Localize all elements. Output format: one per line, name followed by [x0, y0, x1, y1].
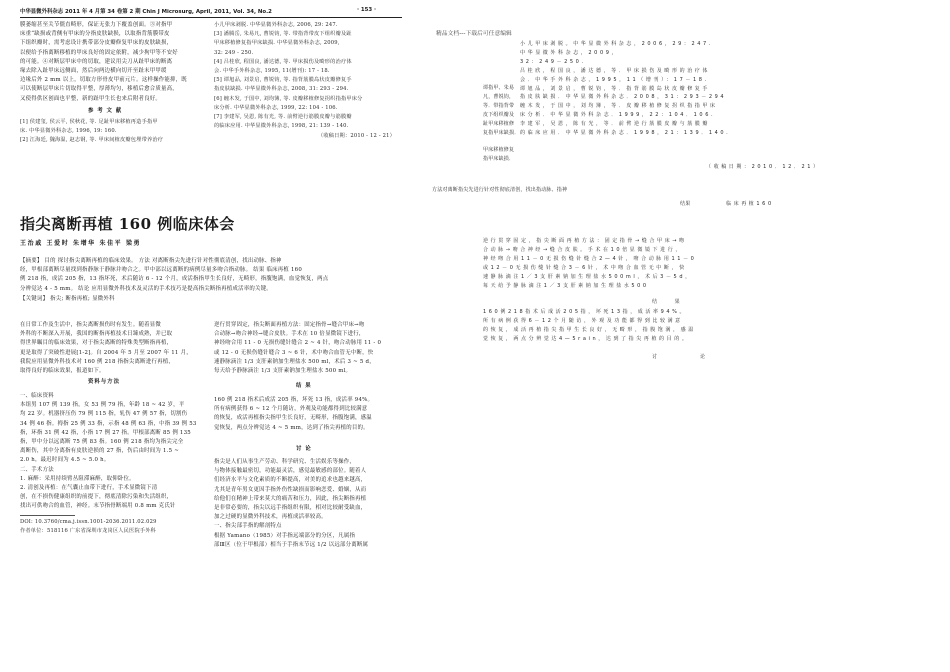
text-line: 160 例 218 指术后成活 205 指，坏死 13 指，成活率 94%。	[214, 397, 374, 403]
extracted-line: 每天给予静脉滴注1／3支肝素钠加生理盐水500	[483, 282, 649, 289]
extracted-line: 中华显微外科杂志，2009，	[520, 49, 620, 56]
extracted-references	[520, 40, 730, 138]
reference-line: 床. 中华显微外科杂志, 1996, 19: 160.	[20, 128, 117, 135]
extracted-line: 160例218指术后成活205指，坏死13指，成活率94%。	[483, 309, 688, 315]
text-line: 给他们在精神上带来莫大的痛苦和压力，因此，指尖断指再植	[214, 495, 367, 502]
text-line: 每天给予静脉滴注 1/3 支肝素钠加生理盐水 500 ml。	[214, 368, 352, 375]
reference-line: 32: 249 - 250.	[214, 49, 254, 56]
top-left-paragraph	[20, 21, 187, 104]
extracted-line: 或12－0无损伤缝针缝合3－6针，术中吻合血管无中断，快	[483, 264, 687, 271]
text-line: 本组男 107 例 139 指，女 53 例 79 指，年龄 18 ~ 42 岁，平	[20, 402, 185, 409]
text-line: 下组织瓣时，需考虑设计携带部分皮瓣修复甲床的皮肤缺损，	[20, 40, 173, 47]
text-line: 一、临床资料	[20, 393, 54, 399]
authors: 王治戚 王爱时 朱增华 朱佳平 梁勇	[20, 240, 142, 247]
extracted-results-label: 结果	[680, 201, 691, 207]
extracted-methods-line: 方法对离断指尖先进行针对性彻底清创，找出指动脉、指神	[432, 187, 568, 193]
text-line: 的可能。④对断层甲床中的切取，建议用尖刀从趾甲床的断离	[20, 58, 173, 65]
text-line: 离断伤，其中分离指有皮肤逆损的 27 指，伤后由时间为 1.5 ~	[20, 448, 180, 455]
reference-line: 指皮肤缺损. 中华显微外科杂志, 2008, 31: 293 - 294.	[214, 86, 349, 93]
extracted-line: 李建军，吴恩，陈有光，等．前臂逆行筋膜皮瓣与筋膜瓣	[520, 121, 711, 128]
text-line: 神经吻合用 11 - 0 无损伤缝针缝合 2 ~ 4 针，吻合动脉用 11 - 0	[214, 340, 382, 347]
text-line: 逆行贯穿固定，指尖断面再植方法：固定指骨→缝合甲床→吻	[214, 322, 365, 328]
extracted-line: 合动脉→吻合神经→缝合皮肤。手术在10倍显微镜下进行，	[483, 246, 683, 253]
abstract-line: 分辨觉达 4 - 5 mm。 结论 应用显微外科技术及灵活的手术技巧是提高指尖断指再植成活率的关键。	[20, 285, 272, 292]
reference-line: [6] 缠木发, 于国中, 刘均簿, 等. 皮瓣移植修复拐织指指甲床分	[214, 95, 363, 102]
methods	[20, 392, 197, 512]
extracted-line: 神经吻合用11－0无损伤缝针缝合2—4针，吻合动脉用11－0	[483, 255, 697, 262]
text-line: 是非常必要的，指尖以远手指组织有限，相对比较耐受缺血，	[214, 505, 367, 512]
text-line: 合动脉→吻合神经→缝合皮肤。手术在 10 倍显微镜下进行，	[214, 331, 365, 338]
text-line: 1. 麻醉：采用持续臂丛阻滞麻醉，取仰卧位。	[20, 475, 135, 482]
text-line: 可以使断层甲床片切取得平整，厚薄均匀，移植后愈合质量高，	[20, 86, 178, 93]
journal-header: 中华显微外科杂志 2011 年 4 月第 34 卷第 2 期 Chin J Microsurg, April, 2011, Vol. 34, No.2	[20, 9, 272, 15]
text-line: 2. 清创及再植：在气囊止血带下进行，手术显微镜下清	[20, 485, 158, 492]
extracted-line: 甲床移植修复	[483, 147, 515, 153]
discussion-heading: 讨 论	[296, 446, 312, 452]
extracted-line: 复指甲床缺损．	[483, 129, 520, 136]
results	[214, 396, 373, 433]
extracted-results-heading: 结 果	[652, 299, 688, 305]
extracted-line: 谭旭品，刘景启，曹锐钧，等．指背筋膜岛状皮瓣修复手	[520, 85, 711, 92]
text-line: 所有病例获得 6 ~ 12 个月随访，外观及功能都得到比较满意	[214, 406, 368, 413]
reference-line: 甲床移植修复指甲床缺损. 中华显微外科杂志, 2009,	[214, 40, 340, 47]
reference-line: [5] 谭旭品, 刘景启, 曹锐钧, 等. 指背筋膜岛状皮瓣修复手	[214, 77, 352, 84]
extracted-line: 指皮肤缺损．中华显微外科杂志．2008，31：293－294	[520, 94, 727, 101]
text-line: 2.0 h，最迟时间为 4.5 ~ 5.0 h。	[20, 457, 110, 464]
reference-line: [2] 江海廷, 魏海温, 赵志钢, 等. 甲床间植皮瓣包埋带养治疗	[20, 137, 164, 144]
extracted-received-date: （收稿日期：2010．12．21）	[706, 164, 821, 170]
extracted-side-labels-2	[483, 146, 514, 164]
methods-continued	[214, 321, 381, 376]
extracted-line: 缠木发，于国中，刘均簿，等．皮瓣移植修复拐织指指甲床	[520, 103, 718, 110]
article-title: 指尖离断再植 160 例临床体会	[20, 215, 235, 233]
text-line: 外科的不断深入开展，我国的断指再植技术日臻成熟，并已取	[20, 331, 173, 338]
text-line: 速静脉滴注 1/3 支肝素钠加生理盐水 500 ml，术后 3 ~ 5 d，	[214, 358, 375, 365]
text-line: 二、手术方法	[20, 466, 54, 473]
text-line: 床重“缺损或背侧有甲床的分指皮肤缺损，以取指背筋膜带皮	[20, 31, 170, 38]
extracted-line: 谭指甲、朱易	[483, 85, 515, 91]
extracted-line: 所有病例获得6－12个月随访，外观及功能都得到比较满意	[483, 317, 683, 324]
text-line: 在日常工作及生活中，指尖离断损伤时有发生。随着显微	[20, 322, 162, 328]
text-line: 34 例 46 指。拇指 25 例 33 指，示指 48 例 63 指，中指 39 例 53	[20, 420, 197, 427]
page-number: · 153 ·	[357, 7, 377, 13]
extracted-results-value: 临床再植160	[726, 201, 774, 207]
footnote-rule	[20, 515, 75, 516]
text-line: 与物体接触最密切，功能最灵活，感觉最敏感的部位。随着人	[214, 468, 367, 475]
extracted-line: 趾甲床移植修	[483, 120, 515, 127]
extracted-line: 逆行贯穿固定，指尖断面再植方法：固定指骨→缝合甲床→吻	[483, 238, 687, 244]
text-line: 指，环指 31 例 42 指，小指 17 例 27 指。甲根部离断 85 例 135	[20, 429, 191, 436]
text-line: 创，在不损伤健康组织的前提下，彻底清除污染和失活组织，	[20, 494, 173, 501]
text-line: 尤其是青年男女更因手指外伤性缺损而影响恋爱、婚姻，从而	[214, 486, 367, 493]
extracted-side-labels	[483, 84, 519, 137]
extracted-line: 的临床应用．中华显微外科杂志．1998，21：139．140.	[520, 130, 731, 137]
text-line: 或 12 - 0 无损伤缝针缝合 3 ~ 6 针，术中吻合血管无中断，快	[214, 349, 374, 356]
results-heading: 结 果	[296, 383, 312, 389]
abstract	[20, 257, 328, 294]
text-line: 指，甲中分以远离断 75 例 83 指。160 例 218 指均为指尖完全	[20, 439, 184, 446]
extracted-discussion-label: 讨	[652, 354, 658, 360]
received-date: （收稿日期：2010 - 12 - 21）	[318, 133, 396, 139]
text-line: 更是取得了突破性进展[1-2]。自 2004 年 5 月至 2007 年 11 月，	[20, 349, 192, 356]
text-line: 边缘后外 2 mm 以上，切取方形骨皮甲前元片。这样操作能抑，既	[20, 77, 187, 84]
text-line: 觉恢复，两点分辨觉达 4 ~ 5 mm，达到了指尖再植的目的。	[214, 424, 369, 431]
reference-line: [3] 潘腾岳, 朱易凡, 曹锐钧, 等. 带指背带皮下组织瓣及趾	[214, 31, 352, 38]
references-middle	[214, 21, 363, 131]
text-line: 以便给予指离断移植的甲床良好的固定依附，减少拘甲等不安好	[20, 49, 178, 56]
reference-line: [4] 吕桂欣, 程国良, 潘达德, 等. 甲床损伤及畸形的治疗体	[214, 58, 352, 65]
references-left	[20, 118, 163, 146]
references-heading: 参 考 文 献	[88, 108, 123, 114]
text-line: 们经济水平与文化素质的不断提高，对美的追求也越来越高，	[214, 477, 367, 484]
extracted-line: 速静脉滴注1／3支肝素钠加生理盐水500ml，术后3－5d，	[483, 273, 693, 280]
discussion	[214, 458, 368, 550]
text-line: 取得良好的临床效果，报道如下。	[20, 368, 105, 375]
extracted-line: 指甲床缺损．	[483, 155, 515, 162]
extracted-line: 床分析．中华显微外科杂志．1999，22：104．106.	[520, 112, 716, 119]
extracted-line: 觉恢复，两点分辨觉达4—5rain，达到了指尖再植的目的。	[483, 335, 690, 342]
reference-line: [1] 侯建玺, 侯云平, 侯秋花, 等. 足趾甲床移植再造手指甲	[20, 119, 158, 125]
introduction	[20, 321, 192, 376]
extracted-line: 吕桂欣，程国良，潘达德，等．甲床损伤及畸形的治疗体	[520, 67, 711, 74]
methods-heading: 资料与方法	[88, 379, 120, 385]
extracted-line: 皮下组织瓣及	[483, 111, 515, 118]
header-rule	[20, 17, 402, 18]
reference-line: 的临床应用. 中华显微外科杂志, 1998, 21: 139 - 140.	[214, 123, 349, 130]
doi: DOI: 10.3760/cma.j.issn.1001-2036.2011.02.029	[20, 519, 157, 525]
text-line: 又使得供区创面也平整，新的趾甲生长也来后附者良好。	[20, 95, 162, 102]
extracted-line: 凡，曹锐钧，	[483, 93, 515, 100]
reference-line: 小儿甲床剥脱. 中华显微外科杂志, 2006, 29: 247.	[214, 22, 338, 28]
extracted-line: 等．带指背带	[483, 102, 515, 109]
text-line: 缘去除入趾甲床远侧面，然后向两边横向切开至趾末甲甲缓	[20, 68, 167, 75]
text-line: 我院应用显微外科技术对 160 例 218 指指尖离断进行再植，	[20, 358, 175, 365]
abstract-line: 【摘要】 目的 探讨指尖离断再植的临床效果。 方法 对离断指尖先进行针对性彻底清创，找出动脉、指神	[20, 258, 282, 264]
extracted-line: 32：249－250.	[520, 58, 586, 65]
text-line: 一、指尖部手指的解剖特点	[214, 523, 282, 530]
text-line: 根据 Yamano（1985）对手指远端部分的分区，凡属指	[214, 532, 356, 539]
watermark-header: 精品文档---下载后可任意编辑	[436, 31, 512, 37]
extracted-line: 的恢复，成活再植指尖指甲生长良好，无畸形，指腹饱满，感温	[483, 326, 696, 333]
extracted-discussion-label-2: 论	[700, 354, 706, 360]
abstract-line: 经，甲根部离断尽量找到指静脉于静脉并吻合之。甲中部以远离断的病例尽量多吻合指动脉。 结果 临床再植 160	[20, 267, 303, 274]
text-line: 得世界瞩目的临床效果，对于指尖离断的特殊类型断指再植，	[20, 340, 173, 347]
text-line: 加之过硬的显微外科技术，再植成活率较高。	[214, 514, 327, 521]
text-line: 均 22 岁。机器挤压伤 79 例 115 指，轧伤 47 例 57 指，切割伤	[20, 411, 188, 418]
text-line: 膜萎缩甚至关节僵直畸形，保证无张力下覆盖创面。③对指甲	[20, 22, 173, 28]
reference-line: 床分析. 中华显微外科杂志, 1999, 22: 104 - 106.	[214, 104, 338, 111]
abstract-line: 例 218 指，成活 205 指，13 指坏死，术后随访 6 - 12 个月，成活指指甲生长良好，无畸形，指腹饱满，血觉恢复，两点	[20, 276, 329, 283]
text-line: 部Ⅲ区（位于甲根部）相当于手指末节远 1/2 以远部分离断属	[214, 541, 369, 548]
reference-line: 会. 中华手外科杂志, 1995, 11(增刊): 17 - 18.	[214, 68, 330, 75]
text-line: 的恢复，成活再植指尖指甲生长良好，无畸形，指腹饱满，感温	[214, 415, 372, 422]
extracted-results	[483, 308, 696, 344]
text-line: 找出可供吻合的血管，神经。末节指骨断端用 0.8 mm 克氏针	[20, 503, 176, 510]
extracted-line: 小儿甲床剥脱。中华显微外科杂志，2006，29：247.	[520, 41, 714, 47]
reference-line: [7] 李建军, 吴恩, 陈有光, 等. 前臂逆行筋膜皮瓣与筋膜瓣	[214, 114, 352, 121]
keywords: 【关键词】 指尖; 断指再植; 显微外科	[20, 296, 115, 302]
text-line: 指尖是人们从事生产劳动、科学研究、生活娱乐等操作，	[214, 459, 356, 465]
extracted-line: 会．中华手外科杂志，1995，11（增刊）：17－18.	[520, 76, 709, 83]
extracted-methods-continued	[483, 237, 696, 290]
author-unit: 作者单位：518116 广东省深圳市龙岗区人民医院手外科	[20, 528, 156, 534]
